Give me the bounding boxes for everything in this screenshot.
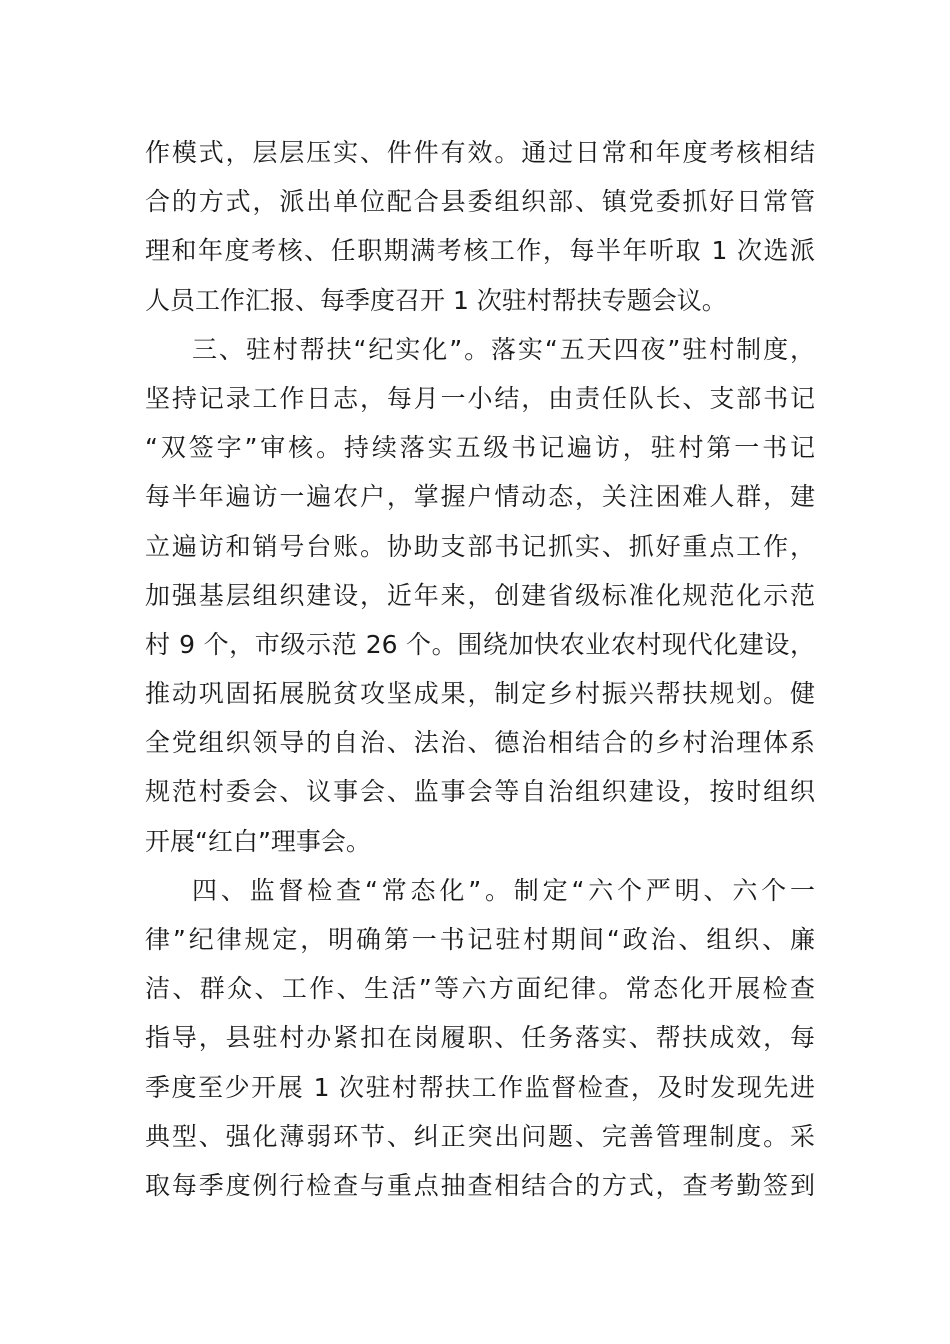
paragraph-end-line: 人员工作汇报、每季度召开 1 次驻村帮扶专题会议。 — [145, 285, 727, 315]
section-heading-line: 四、监督检查“常态化”。制定“六个严明、六个一 — [192, 875, 815, 905]
text-line: 全党组织领导的自治、法治、德治相结合的乡村治理体系 — [145, 728, 815, 758]
text-line: 指导，县驻村办紧扣在岗履职、任务落实、帮扶成效，每 — [145, 1023, 815, 1053]
text-line: 取每季度例行检查与重点抽查相结合的方式，查考勤签到 — [145, 1170, 815, 1200]
text-line: 推动巩固拓展脱贫攻坚成果，制定乡村振兴帮扶规划。健 — [145, 679, 815, 709]
document-body — [145, 128, 815, 1210]
section-heading-line: 三、驻村帮扶“纪实化”。落实“五天四夜”驻村制度， — [192, 334, 815, 364]
text-line: 立遍访和销号台账。协助支部书记抓实、抓好重点工作， — [145, 531, 815, 561]
text-line: 坚持记录工作日志，每月一小结，由责任队长、支部书记 — [145, 383, 815, 413]
text-line: 典型、强化薄弱环节、纠正突出问题、完善管理制度。采 — [145, 1121, 815, 1151]
text-line: 每半年遍访一遍农户，掌握户情动态，关注困难人群，建 — [145, 482, 815, 512]
text-line: 规范村委会、议事会、监事会等自治组织建设，按时组织 — [145, 777, 815, 807]
paragraph-end-line: 开展“红白”理事会。 — [145, 826, 371, 856]
text-line: 季度至少开展 1 次驻村帮扶工作监督检查，及时发现先进 — [145, 1072, 815, 1102]
text-line: 合的方式，派出单位配合县委组织部、镇党委抓好日常管 — [145, 187, 815, 217]
text-line: 作模式，层层压实、件件有效。通过日常和年度考核相结 — [145, 138, 815, 167]
text-line: 洁、群众、工作、生活”等六方面纪律。常态化开展检查 — [145, 974, 815, 1004]
text-line: 村 9 个，市级示范 26 个。围绕加快农业农村现代化建设， — [145, 629, 815, 659]
text-line: “双签字”审核。持续落实五级书记遍访，驻村第一书记 — [145, 433, 815, 463]
text-line: 律”纪律规定，明确第一书记驻村期间“政治、组织、廉 — [145, 925, 815, 954]
text-line: 理和年度考核、任职期满考核工作，每半年听取 1 次选派 — [145, 236, 815, 266]
text-line: 加强基层组织建设，近年来，创建省级标准化规范化示范 — [145, 580, 815, 610]
